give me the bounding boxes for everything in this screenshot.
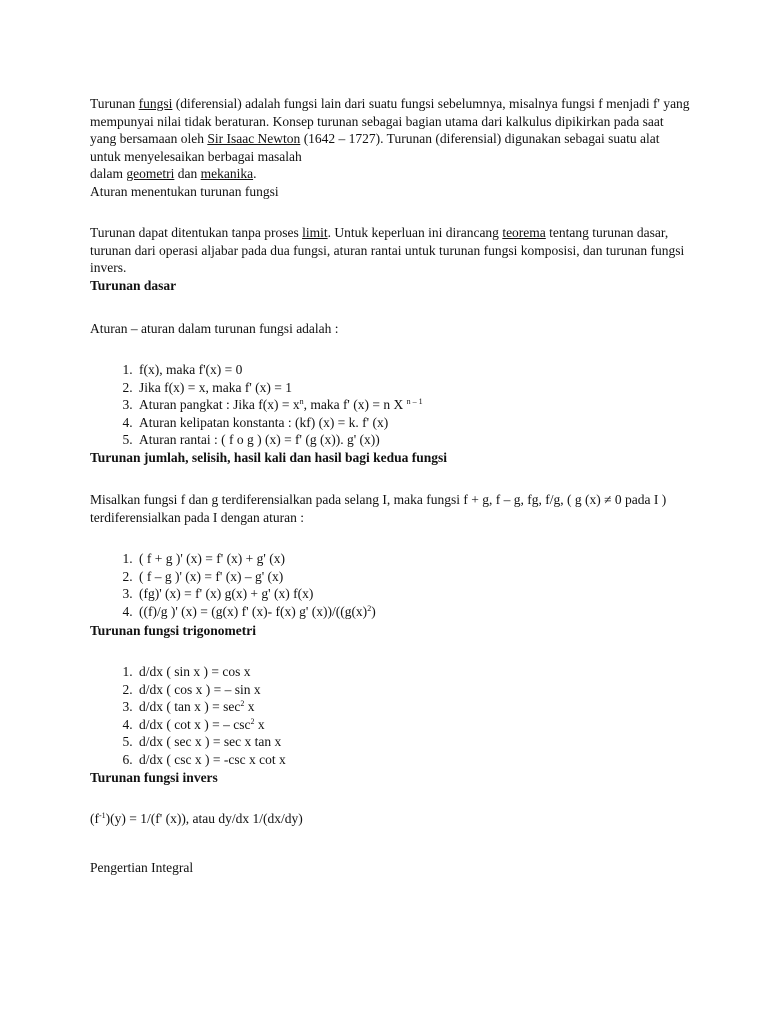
link-teorema[interactable]: teorema bbox=[502, 225, 546, 240]
list-item-superscript: n – 1 bbox=[406, 397, 423, 407]
intro-paragraph: Turunan fungsi (diferensial) adalah fungsi lain dari suatu fungsi sebelumnya, misalnya fungsi f menjadi f' yang mempunyai nilai tidak beraturan. Konsep turunan sebagai bagian utama dari kalkulus dipikirkan pada saat yang bersamaan oleh Sir Isaac Newton (1642 – 1727). Turunan (diferensial) digunakan sebagai suatu alat untuk menyelesaikan berbagai masalah dalam geometri dan mekanika. Aturan menentukan turunan fungsi bbox=[90, 96, 690, 199]
list-item: 2. ( f – g )' (x) = f' (x) – g' (x) bbox=[136, 568, 716, 586]
link-fungsi[interactable]: fungsi bbox=[138, 96, 173, 111]
integral-title: Pengertian Integral bbox=[90, 860, 194, 875]
basic-rules-list bbox=[90, 361, 716, 449]
heading-turunan-trigonometri: Turunan fungsi trigonometri bbox=[90, 623, 257, 638]
link-geometri[interactable]: geometri bbox=[126, 166, 175, 182]
limit-paragraph: Turunan dapat ditentukan tanpa proses limit. Untuk keperluan ini dirancang teorema tentang turunan dasar, turunan dari operasi aljabar pada dua fungsi, aturan rantai untuk turunan fungsi komposisi, dan turunan fungsi invers. bbox=[90, 225, 685, 276]
rules-intro-paragraph: Aturan – aturan dalam turunan fungsi adalah : bbox=[90, 321, 339, 336]
list-item: 2. d/dx ( cos x ) = – sin x bbox=[136, 681, 716, 699]
list-item-superscript: 2 bbox=[250, 716, 255, 726]
link-limit[interactable]: limit bbox=[302, 225, 328, 240]
list-item: 3. Aturan pangkat : Jika $f(x) = x^n$, maka f' (x) = n X $^{n - 1}$ bbox=[136, 396, 716, 414]
list-item: 2. Jika f(x) = x, maka f' (x) = 1 bbox=[136, 379, 716, 397]
list-item: 6. d/dx ( csc x ) = -csc x cot x bbox=[136, 751, 716, 769]
heading-turunan-dasar: Turunan dasar bbox=[90, 278, 177, 293]
list-item-superscript: 2 bbox=[240, 699, 245, 709]
misalkan-paragraph: Misalkan fungsi f dan g terdiferensialkan pada selang I, maka fungsi f + g, f – g, fg, f/g, ( g (x) ≠ 0 pada I ) terdiferensialkan pada I dengan aturan : bbox=[90, 492, 667, 525]
trig-rules-list bbox=[90, 663, 716, 769]
link-sir-isaac-newton[interactable]: Sir Isaac Newton bbox=[207, 131, 301, 147]
list-item: 4. ((f)/g )' (x) = (g(x) f' (x)- f(x) g' $(x))/((g(x)^2)$ bbox=[136, 603, 716, 621]
list-item-superscript: n bbox=[299, 397, 304, 407]
inverse-formula-superscript: -1 bbox=[99, 811, 106, 820]
list-item: 4. Aturan kelipatan konstanta : (kf) (x) = k. f' (x) bbox=[136, 414, 716, 432]
list-item-superscript: 2 bbox=[367, 603, 372, 613]
heading-turunan-invers: Turunan fungsi invers bbox=[90, 770, 218, 785]
list-item: 5. Aturan rantai : ( f o g ) (x) = f' (g (x)). g' (x)) bbox=[136, 431, 716, 449]
list-item: 1. ( f + g )' (x) = f' (x) + g' (x) bbox=[136, 550, 716, 568]
list-item: 1. f(x), maka f'(x) = 0 bbox=[136, 361, 716, 379]
heading-turunan-jumlah: Turunan jumlah, selisih, hasil kali dan hasil bagi kedua fungsi bbox=[90, 450, 448, 465]
list-item: 3. (fg)' (x) = f' (x) g(x) + g' (x) f(x) bbox=[136, 585, 716, 603]
link-mekanika[interactable]: mekanika bbox=[200, 166, 254, 182]
algebra-rules-list bbox=[90, 550, 716, 620]
inverse-formula: $(f^{-1})(y) = 1/(f'$ (x)), atau dy/dx 1/(dx/dy) bbox=[90, 811, 303, 826]
list-item: 5. d/dx ( sec x ) = sec x tan x bbox=[136, 733, 716, 751]
list-item: 1. d/dx ( sin x ) = cos x bbox=[136, 663, 716, 681]
list-item: 4. d/dx ( cot x ) = – $\csc^2 x$ bbox=[136, 716, 716, 734]
list-item: 3. d/dx ( tan x ) = $\sec^2 x$ bbox=[136, 698, 716, 716]
